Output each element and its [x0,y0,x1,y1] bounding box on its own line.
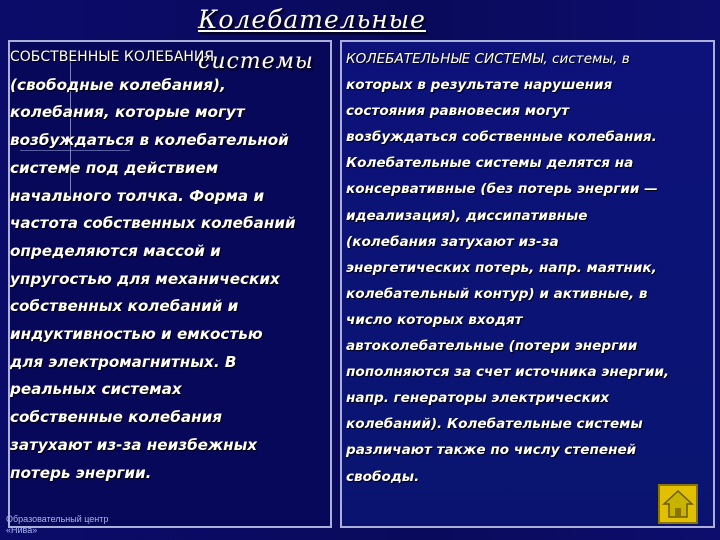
right-line: свободы. [346,468,420,485]
title-line-1: Колебательные [198,5,426,34]
right-line: которых в результате нарушения [346,77,613,94]
left-line: индуктивностью и емкостью [10,325,263,344]
left-lead: СОБСТВЕННЫЕ КОЛЕБАНИЯ [10,49,215,65]
right-line: число которых входят [346,311,523,328]
left-line: потерь энергии. [10,463,152,482]
left-line: реальных системах [10,380,182,399]
right-line: возбуждаться собственные колебания. [346,129,657,146]
left-line: для электромагнитных. В [10,352,237,371]
left-line: колебания, которые могут [10,103,245,122]
left-line: собственных колебаний и [10,297,239,316]
left-line: начального толчка. Форма и [10,186,265,205]
right-line: (колебания затухают из-за [346,233,559,250]
footer-line-2: «Нива» [6,525,38,535]
home-button[interactable] [658,484,698,524]
right-line: состояния равновесия могут [346,103,570,120]
right-line: консервативные (без потерь энергии — [346,181,658,198]
right-line: энергетических потерь, напр. маятник, [346,259,657,276]
footer-line-1: Образовательный центр [6,514,109,524]
left-line: затухают из-за неизбежных [10,435,258,454]
left-line: определяются массой и [10,241,221,260]
left-line: частота собственных колебаний [10,214,296,233]
left-line: (свободные колебания), [10,75,226,94]
left-line: возбуждаться в колебательной [10,131,289,150]
right-line: различают также по числу степеней [346,442,637,459]
right-line: колебательный контур) и активные, в [346,285,648,302]
right-line: пополняются за счет источника энергии, [346,364,670,381]
left-line: собственные колебания [10,408,222,427]
right-line: идеализация), диссипативные [346,207,588,224]
home-icon [660,486,696,522]
right-text-block [346,46,714,490]
slide-title [198,5,438,74]
left-line: упругостью для механических [10,269,280,288]
footer-organization [6,514,156,536]
right-line: колебаний). Колебательные системы [346,416,643,433]
right-line: Колебательные системы делятся на [346,155,634,172]
right-lead: КОЛЕБАТЕЛЬНЫЕ СИСТЕМЫ, системы, в [346,51,630,67]
left-text-block [10,44,322,487]
right-line: напр. генераторы электрических [346,390,610,407]
right-line: автоколебательные (потери энергии [346,338,638,355]
title-line-2: системы [198,49,314,74]
left-line: системе под действием [10,158,219,177]
